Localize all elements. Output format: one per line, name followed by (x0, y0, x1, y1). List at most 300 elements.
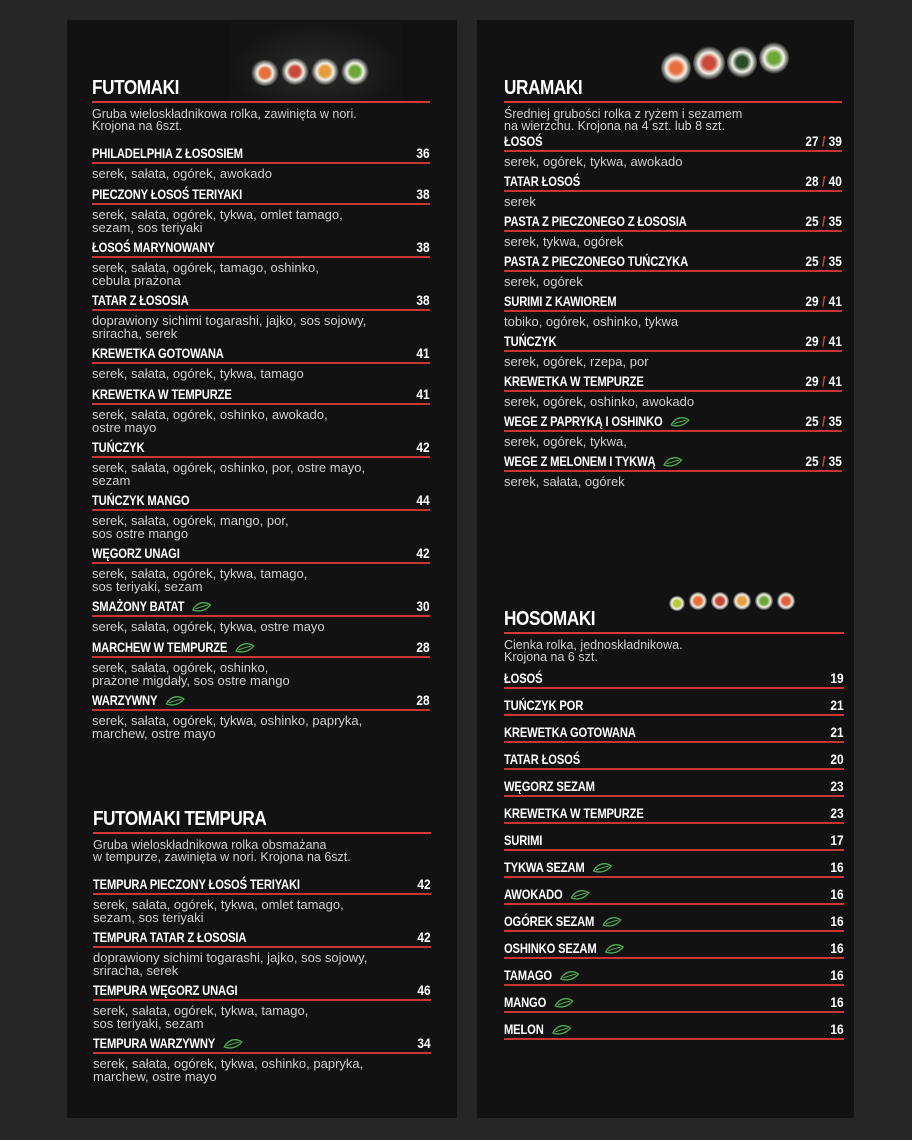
item-ingredients (504, 312, 842, 331)
ingredient-line: serek, sałata, ogórek, oshinko, awokado, (92, 407, 328, 422)
item-name-text: TEMPURA WARZYWNY (93, 1035, 216, 1051)
item-name-text: KREWETKA W TEMPURZE (92, 386, 232, 402)
item-name-text: WEGE Z PAPRYKĄ I OSHINKO (504, 413, 663, 429)
price-value: 34 (417, 1035, 431, 1051)
right-menu-panel (477, 20, 854, 1118)
item-name-text: TUŃCZYK POR (504, 697, 584, 713)
item-ingredients (93, 1054, 431, 1085)
menu-item (504, 1013, 844, 1040)
item-ingredients (504, 272, 842, 291)
item-name (504, 886, 590, 902)
ingredient-line: serek, sałata, ogórek, tykwa, ostre mayo (92, 619, 325, 634)
item-name (504, 333, 556, 349)
item-price (831, 940, 844, 956)
price-4pcs: 28 (805, 173, 819, 189)
item-ingredients (504, 432, 842, 451)
futomaki-title: FUTOMAKI (92, 77, 180, 99)
item-price (417, 439, 430, 455)
menu-item (504, 171, 842, 211)
item-name-text: TAMAGO (504, 967, 552, 983)
ingredient-line: ostre mayo (92, 420, 157, 435)
price-value: 21 (830, 724, 844, 740)
futomaki-tempura-section (93, 806, 431, 1085)
item-name (92, 345, 224, 361)
menu-item (504, 959, 844, 986)
item-name-text: TATAR ŁOSOŚ (504, 751, 581, 767)
hosomaki-title: HOSOMAKI (504, 608, 596, 630)
item-price: 28 / 40 (805, 173, 842, 189)
item-name-text: WEGE Z MELONEM I TYKWĄ (504, 453, 656, 469)
leaf-icon (165, 695, 184, 707)
price-value: 16 (830, 913, 844, 929)
item-price (831, 724, 844, 740)
ingredient-line: serek, sałata, ogórek, tykwa, tamago, (92, 566, 308, 581)
item-price (417, 345, 430, 361)
item-ingredients (92, 458, 430, 489)
item-name (92, 145, 243, 161)
item-name (504, 697, 583, 713)
price-8pcs: 35 (828, 413, 842, 429)
price-value: 16 (830, 886, 844, 902)
item-ingredients (504, 352, 842, 371)
item-price (417, 292, 430, 308)
ingredient-line: sezam, sos teriyaki (93, 910, 204, 925)
ingredient-line: serek (504, 194, 536, 209)
uramaki-title-line (504, 101, 842, 103)
item-name-text: PHILADELPHIA Z ŁOSOSIEM (92, 145, 243, 161)
item-price (831, 751, 844, 767)
item-ingredients (92, 258, 430, 289)
leaf-icon (192, 601, 211, 613)
ingredient-line: serek, sałata, ogórek, oshinko, por, ostre mayo, (92, 460, 366, 475)
ingredient-line: sos ostre mango (92, 526, 189, 541)
ingredient-line: marchew, ostre mayo (93, 1069, 217, 1084)
item-name-text: WARZYWNY (92, 692, 158, 708)
item-price (831, 805, 844, 821)
item-price (831, 832, 844, 848)
leaf-icon (671, 416, 690, 428)
menu-item (92, 542, 430, 595)
item-ingredients (92, 658, 430, 689)
item-price (418, 1035, 431, 1051)
leaf-icon (223, 1038, 242, 1050)
item-ingredients (93, 948, 431, 979)
menu-item (504, 371, 842, 411)
ingredient-line: marchew, ostre mayo (92, 726, 216, 741)
futomaki-items (92, 142, 430, 742)
uramaki-items (504, 131, 842, 491)
menu-item (92, 383, 430, 436)
menu-item (504, 211, 842, 251)
ingredient-line: sos teriyaki, sezam (92, 579, 203, 594)
price-value: 36 (416, 145, 430, 161)
item-ingredients (92, 617, 430, 636)
item-ingredients (504, 192, 842, 211)
ingredient-line: serek, ogórek, oshinko, awokado (504, 394, 695, 409)
menu-item (504, 689, 844, 716)
item-price: 29 / 41 (805, 293, 842, 309)
item-price (418, 929, 431, 945)
price-value: 16 (830, 967, 844, 983)
item-name-text: PASTA Z PIECZONEGO Z ŁOSOSIA (504, 213, 687, 229)
description-line: na wierzchu. Krojona na 4 szt. lub 8 szt. (504, 119, 725, 133)
price-value: 19 (830, 670, 844, 686)
item-price: 25 / 35 (805, 453, 842, 469)
item-price (831, 1021, 844, 1037)
uramaki-section (504, 75, 842, 491)
item-name-text: SMAŻONY BATAT (92, 598, 185, 614)
price-value: 42 (416, 439, 430, 455)
item-name (504, 293, 616, 309)
item-name (504, 805, 644, 821)
menu-item (93, 926, 431, 979)
price-value: 42 (417, 876, 431, 892)
item-price (417, 239, 430, 255)
item-name (504, 670, 542, 686)
futomaki-section (92, 75, 430, 742)
item-name (93, 876, 300, 892)
price-value: 28 (416, 692, 430, 708)
ingredient-line: serek, tykwa, ogórek (504, 234, 624, 249)
item-name (504, 913, 621, 929)
item-price (417, 639, 430, 655)
leaf-icon (605, 943, 624, 955)
item-price: 25 / 35 (805, 213, 842, 229)
item-name (504, 133, 542, 149)
menu-item (504, 851, 844, 878)
leaf-icon (571, 889, 590, 901)
price-4pcs: 25 (805, 213, 819, 229)
item-name (504, 724, 636, 740)
menu-item (92, 489, 430, 542)
item-price (418, 876, 431, 892)
item-price (417, 386, 430, 402)
ingredient-line: serek, sałata, ogórek (504, 474, 625, 489)
menu-item (504, 905, 844, 932)
item-price (417, 545, 430, 561)
price-4pcs: 27 (805, 133, 819, 149)
item-ingredients (504, 392, 842, 411)
item-name-text: SURIMI Z KAWIOREM (504, 293, 617, 309)
leaf-icon (235, 642, 254, 654)
description-line: w tempurze, zawinięta w nori. Krojona na 6szt. (93, 850, 351, 864)
menu-item (504, 291, 842, 331)
ingredient-line: doprawiony sichimi togarashi, jajko, sos sojowy, (93, 950, 368, 965)
hosomaki-items (504, 662, 844, 1040)
item-name (92, 492, 189, 508)
item-price (831, 778, 844, 794)
item-name-text: TATAR ŁOSOŚ (504, 173, 581, 189)
menu-item (93, 873, 431, 926)
menu-item (92, 142, 430, 183)
price-8pcs: 39 (828, 133, 842, 149)
item-name (92, 545, 180, 561)
price-value: 17 (830, 832, 844, 848)
item-name-text: PIECZONY ŁOSOŚ TERIYAKI (92, 186, 243, 202)
item-name (504, 453, 683, 469)
item-price (417, 492, 430, 508)
price-value: 46 (417, 982, 431, 998)
item-ingredients (504, 232, 842, 251)
price-4pcs: 25 (805, 413, 819, 429)
item-name (504, 751, 580, 767)
price-value: 38 (416, 239, 430, 255)
menu-item (504, 662, 844, 689)
item-name-text: KREWETKA W TEMPURZE (504, 805, 644, 821)
ingredient-line: serek, ogórek (504, 274, 583, 289)
ingredient-line: serek, ogórek, tykwa, awokado (504, 154, 683, 169)
hosomaki-title-line (504, 632, 844, 634)
leaf-icon (552, 1024, 571, 1036)
price-value: 38 (416, 292, 430, 308)
item-name (504, 859, 612, 875)
item-name-text: TUŃCZYK (504, 333, 557, 349)
menu-item (504, 797, 844, 824)
item-name-text: AWOKADO (504, 886, 563, 902)
menu-item (504, 716, 844, 743)
menu-item (92, 436, 430, 489)
price-value: 42 (416, 545, 430, 561)
menu-item (504, 411, 842, 451)
item-ingredients (92, 364, 430, 383)
menu-item (504, 770, 844, 797)
leaf-icon (593, 862, 612, 874)
item-name (92, 239, 215, 255)
ingredient-line: prażone migdały, sos ostre mango (92, 673, 290, 688)
tempura-items (93, 873, 431, 1085)
ingredient-line: doprawiony sichimi togarashi, jajko, sos sojowy, (92, 313, 367, 328)
ingredient-line: serek, sałata, ogórek, tykwa, oshinko, papryka, (92, 713, 363, 728)
price-value: 42 (417, 929, 431, 945)
item-ingredients (92, 311, 430, 342)
menu-item (92, 289, 430, 342)
item-name (504, 373, 644, 389)
price-value: 16 (830, 1021, 844, 1037)
item-ingredients (93, 1001, 431, 1032)
futomaki_tempura-title: FUTOMAKI TEMPURA (93, 808, 267, 830)
hosomaki-description (504, 639, 844, 663)
item-name-text: MANGO (504, 994, 547, 1010)
price-value: 30 (416, 598, 430, 614)
item-name-text: OSHINKO SEZAM (504, 940, 597, 956)
item-name-text: TEMPURA TATAR Z ŁOSOSIA (93, 929, 247, 945)
item-price (831, 886, 844, 902)
item-name-text: KREWETKA GOTOWANA (92, 345, 224, 361)
price-8pcs: 40 (828, 173, 842, 189)
item-name (92, 386, 232, 402)
ingredient-line: serek, sałata, ogórek, tykwa, oshinko, papryka, (93, 1056, 364, 1071)
item-name (504, 994, 573, 1010)
menu-item (92, 595, 430, 636)
item-name-text: ŁOSOŚ MARYNOWANY (92, 239, 215, 255)
ingredient-line: serek, ogórek, tykwa, (504, 434, 627, 449)
leaf-icon (554, 997, 573, 1009)
price-4pcs: 25 (805, 453, 819, 469)
item-price (831, 859, 844, 875)
menu-item (504, 986, 844, 1013)
price-8pcs: 41 (828, 373, 842, 389)
item-name (92, 598, 211, 614)
item-ingredients (92, 511, 430, 542)
item-price (417, 598, 430, 614)
item-name (92, 292, 189, 308)
leaf-icon (602, 916, 621, 928)
description-line: Gruba wieloskładnikowa rolka, zawinięta w nori. (92, 107, 357, 121)
item-name (92, 692, 185, 708)
item-name-text: WĘGORZ UNAGI (92, 545, 180, 561)
item-name (504, 213, 687, 229)
item-name (504, 173, 580, 189)
ingredient-line: cebula prażona (92, 273, 181, 288)
price-8pcs: 41 (828, 293, 842, 309)
menu-item (93, 1032, 431, 1085)
item-name (504, 253, 688, 269)
menu-item (504, 251, 842, 291)
item-name-text: SURIMI (504, 832, 543, 848)
item-name (93, 1035, 242, 1051)
uramaki-title: URAMAKI (504, 77, 583, 99)
ingredient-line: serek, sałata, ogórek, tykwa, omlet tamago, (93, 897, 344, 912)
menu-item (504, 878, 844, 905)
leaf-icon (560, 970, 579, 982)
price-8pcs: 35 (828, 213, 842, 229)
price-value: 21 (830, 697, 844, 713)
price-value: 41 (416, 386, 430, 402)
ingredient-line: serek, sałata, ogórek, tykwa, tamago, (93, 1003, 309, 1018)
price-value: 38 (416, 186, 430, 202)
menu-item (504, 331, 842, 371)
item-price: 25 / 35 (805, 413, 842, 429)
item-name-text: ŁOSOŚ (504, 670, 543, 686)
item-name (92, 439, 144, 455)
price-value: 41 (416, 345, 430, 361)
menu-item (504, 131, 842, 171)
item-price: 29 / 41 (805, 333, 842, 349)
item-name-text: TUŃCZYK (92, 439, 145, 455)
description-line: Cienka rolka, jednoskładnikowa. (504, 638, 683, 652)
price-4pcs: 29 (805, 293, 819, 309)
item-ingredients (504, 472, 842, 491)
price-value: 23 (830, 778, 844, 794)
price-value: 16 (830, 940, 844, 956)
ingredient-line: serek, sałata, ogórek, tamago, oshinko, (92, 260, 319, 275)
price-value: 16 (830, 859, 844, 875)
item-name-text: TUŃCZYK MANGO (92, 492, 190, 508)
price-value: 23 (830, 805, 844, 821)
ingredient-line: sezam, sos teriyaki (92, 220, 203, 235)
price-8pcs: 41 (828, 333, 842, 349)
ingredient-line: serek, sałata, ogórek, tykwa, omlet tamago, (92, 207, 343, 222)
menu-item (504, 932, 844, 959)
price-value: 16 (830, 994, 844, 1010)
description-line: Krojona na 6szt. (92, 119, 183, 133)
item-name (504, 832, 542, 848)
item-name (92, 639, 254, 655)
price-4pcs: 25 (805, 253, 819, 269)
item-price (831, 913, 844, 929)
price-value: 44 (416, 492, 430, 508)
item-name (93, 929, 246, 945)
item-name (504, 413, 690, 429)
menu-item (504, 824, 844, 851)
description-line: Gruba wieloskładnikowa rolka obsmażana (93, 838, 327, 852)
item-name-text: TATAR Z ŁOSOSIA (92, 292, 189, 308)
item-ingredients (92, 164, 430, 183)
menu-item (93, 979, 431, 1032)
item-price (831, 670, 844, 686)
price-value: 20 (830, 751, 844, 767)
item-price (417, 692, 430, 708)
menu-item (504, 743, 844, 770)
item-name (504, 778, 595, 794)
item-price: 25 / 35 (805, 253, 842, 269)
item-ingredients (92, 405, 430, 436)
item-name-text: OGÓREK SEZAM (504, 913, 595, 929)
ingredient-line: serek, sałata, ogórek, tykwa, tamago (92, 366, 304, 381)
ingredient-line: serek, sałata, ogórek, oshinko, (92, 660, 269, 675)
ingredient-line: tobiko, ogórek, oshinko, tykwa (504, 314, 679, 329)
futomaki-description (92, 108, 430, 132)
item-name-text: KREWETKA GOTOWANA (504, 724, 636, 740)
description-line: Krojona na 6 szt. (504, 650, 598, 664)
item-price (417, 186, 430, 202)
leaf-icon (663, 456, 682, 468)
item-name (504, 967, 579, 983)
item-divider (504, 1038, 844, 1040)
item-name-text: WĘGORZ SEZAM (504, 778, 595, 794)
ingredient-line: sriracha, serek (93, 963, 179, 978)
futomaki-title-line (92, 101, 430, 103)
price-value: 28 (416, 639, 430, 655)
item-name (93, 982, 237, 998)
item-price (417, 145, 430, 161)
item-ingredients (92, 564, 430, 595)
item-name-text: ŁOSOŚ (504, 133, 543, 149)
price-8pcs: 35 (828, 253, 842, 269)
item-name (92, 186, 242, 202)
item-price: 29 / 41 (805, 373, 842, 389)
item-ingredients (504, 152, 842, 171)
uramaki-description (504, 108, 842, 132)
item-price (831, 994, 844, 1010)
menu-item (92, 236, 430, 289)
description-line: Średniej grubości rolka z ryżem i sezamem (504, 107, 743, 121)
item-ingredients (92, 711, 430, 742)
menu-item (92, 636, 430, 689)
item-name (504, 1021, 571, 1037)
ingredient-line: serek, sałata, ogórek, awokado (92, 166, 272, 181)
item-name-text: MARCHEW W TEMPURZE (92, 639, 228, 655)
item-name-text: PASTA Z PIECZONEGO TUŃCZYKA (504, 253, 689, 269)
item-name-text: TYKWA SEZAM (504, 859, 585, 875)
item-name-text: TEMPURA WĘGORZ UNAGI (93, 982, 238, 998)
item-ingredients (93, 895, 431, 926)
menu-item (92, 183, 430, 236)
price-4pcs: 29 (805, 333, 819, 349)
item-name-text: TEMPURA PIECZONY ŁOSOŚ TERIYAKI (93, 876, 300, 892)
price-8pcs: 35 (828, 453, 842, 469)
hosomaki-section (504, 606, 844, 1040)
left-menu-panel (67, 20, 457, 1118)
ingredient-line: sezam (92, 473, 131, 488)
item-name-text: KREWETKA W TEMPURZE (504, 373, 644, 389)
item-name (504, 940, 624, 956)
futomaki_tempura-description (93, 839, 431, 863)
item-price: 27 / 39 (805, 133, 842, 149)
menu-item (92, 342, 430, 383)
price-4pcs: 29 (805, 373, 819, 389)
ingredient-line: serek, sałata, ogórek, mango, por, (92, 513, 289, 528)
